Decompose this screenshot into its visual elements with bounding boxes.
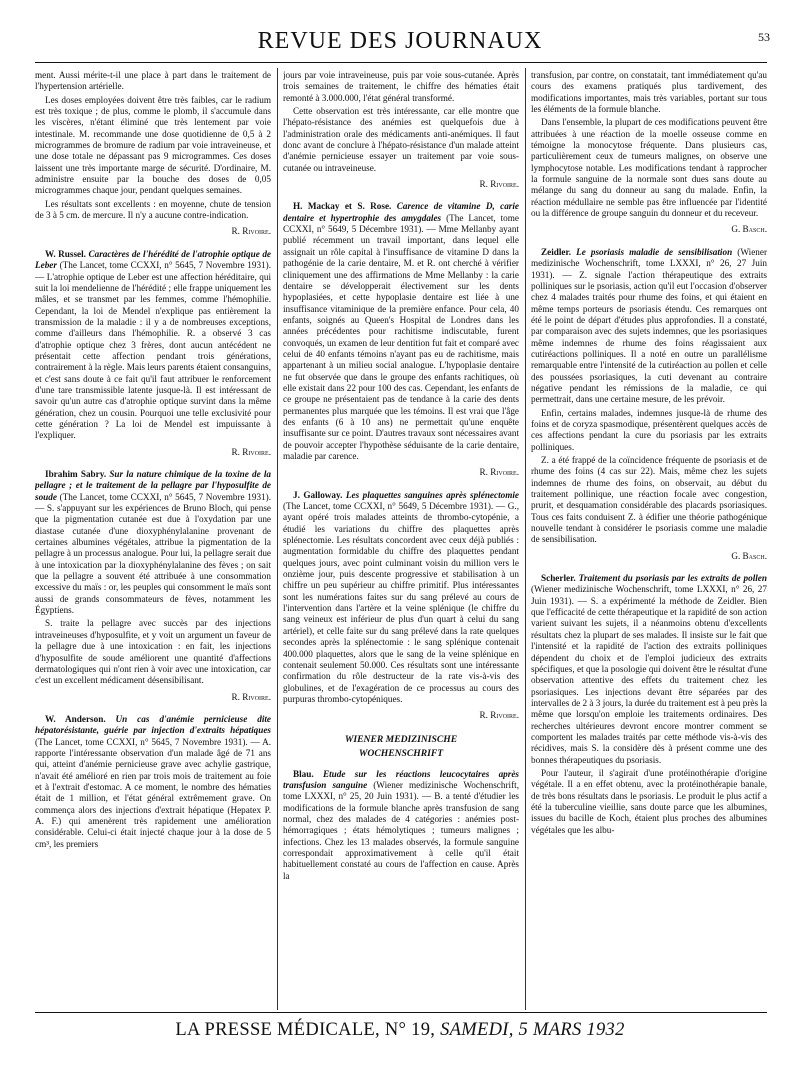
paragraph: jours par voie intraveineuse, puis par voie sous-cutanée. Après trois semaines de traitement, le chiffre des hématies était remonté à 3.000.000, l'état général transformé. bbox=[283, 70, 519, 103]
article-russel bbox=[35, 249, 271, 442]
article-author: Ibrahim Sabry. bbox=[45, 469, 107, 479]
article-signature: R. Rivoire. bbox=[231, 226, 271, 237]
article-reference: (The Lancet, tome CCXXI, n° 5645, 7 Novembre 1931). — bbox=[35, 491, 271, 514]
footer-journal: LA PRESSE MÉDICALE, N° 19, bbox=[175, 1020, 436, 1040]
article-author: J. Galloway. bbox=[293, 489, 343, 500]
article-body: G., ayant opéré trois malades atteints de thrombo-cytopénie, a étudié les variations du chiffre des plaquettes après splénectomie. Les résultats concordent avec ceux déjà publiés : augmentation formidable du chiffre des plaquettes pendant quelques jours, avec point culminant voisin du million vers le onzième jour, puis descente progressive et stabilisation à un chiffre un peu supérieur au chiffre primitif. Plus intéressantes sont les numérations faites sur du sang prélevé au cours de l'intervention dans l'artère et la veine splénique (le chiffre du sang veineux est inférieur de plus d'un quart à celui du sang artériel), et celle faite sur du sang prélevé dans la rate quelques secondes après la splénectomie : le sang splénique contenait 400.000 plaquettes, alors que le sang de la veine splénique en contenait seulement 50.000. Ces résultats sont une intéressante confirmation du rôle destructeur de la rate vis-à-vis des globulines, et de l'exagération de ce processus au cours des purpuras thrombo-cytopéniques. bbox=[283, 501, 519, 704]
section-title-line: WIENER MEDIZINISCHE bbox=[344, 733, 458, 745]
article-reference: (Wiener medizinische Wochenschrift, tome LXXXI, n° 26, 27 Juin 1931). — bbox=[531, 246, 767, 280]
article-body: A. rapporte l'intéressante observation d'un malade âgé de 71 ans qui, atteint d'anémie pernicieuse grave avec achylie gastrique, n'avait été amélioré en rien par trois mois de traitement au foie et à l'extrait d'estomac. A ce moment, le nombre des hématies était de 1 million, et l'état général extrêmement grave. On commença alors des injections d'extrait hépatique (Hepatex P. A. F.) qui amenèrent très rapidement une amélioration considérable. Celui-ci était injecté chaque jour à la dose de 5 cm³, les premiers bbox=[35, 736, 271, 849]
column-divider bbox=[277, 68, 278, 1010]
article-body: S. s'appuyant sur les expériences de Bruno Bloch, qui pense que la pigmentation cutanée est due à l'oxydation par une diastase cutanée d'une dioxyphénylalanine provenant de certaines albumines végétales, attribue la pigmentation de la pellagre à un processus analogue. Pour lui, la pellagre serait due à une intoxication par la dioxyphénylalanine des fèves ; on sait que la pellagre a souvent été attribuée à une consommation excessive du maïs : or, les peuples qui consomment le maïs sont aussi de grands consommateurs de fèves, notamment les Égyptiens. bbox=[35, 503, 271, 616]
article-title: Sur la nature chimique de la toxine de la pellagre ; et le traitement de la pellagre par l'hyposulfite de soude bbox=[35, 469, 271, 502]
article-body: L'atrophie optique de Leber est une affection héréditaire, qui suit la loi mendelienne de l'hérédité ; elle frappe uniquement les mâles, et se transmet par les femmes, comme l'hémophilie. Cependant, la loi de Mendel n'explique pas entièrement la transmission de la maladie : il y a de nombreuses exceptions, comme d'ailleurs dans l'hémophilie. R. a observé 3 cas d'atrophie optique chez 3 frères, dont aucun antécédent ne présentait cette affection pendant trois générations, contrairement à la règle. Mais leurs parents étaient consanguins, et c'est sans doute à ce fait qu'il faut attribuer le renforcement d'une tare transmissible latente jusque-là. Il est intéressant de savoir qu'un autre cas d'atrophie optique survint dans la même génération, chez un cousin. Pourquoi une telle exclusivité pour cette génération ? La loi de Mendel est impuissante à l'expliquer. bbox=[35, 271, 271, 441]
article-reference: (Wiener medizinische Wochenschrift, tome LXXXI, n° 26, 27 Juin 1931). — bbox=[531, 584, 767, 606]
article-title: Carence de vitamine D, carie dentaire et hypertrophie des amygdales bbox=[283, 201, 519, 223]
article-title: Les plaquettes sanguines après splénectomie bbox=[345, 489, 519, 500]
page-number: 53 bbox=[758, 30, 770, 44]
article-reference: (The Lancet, tome CCXXI, n° 5645, 7 Novembre 1931). — bbox=[35, 260, 271, 282]
footer-rule bbox=[35, 1012, 767, 1013]
article-reference: (The Lancet, tome CCXXI, n° 5649, 5 Décembre 1931). — bbox=[283, 212, 519, 235]
paragraph: Pour l'auteur, il s'agirait d'une protéinothérapie d'origine végétale. Il a en effet obtenu, avec la protéinothérapie banale, de très bons résultats dans le psoriasis. Le produit le plus actif a été la tuberculine vieillie, sans doute parce que les albumines, issues du bacille de Koch, étaient plus proches des albumines végétales que les albu- bbox=[531, 767, 767, 835]
article-title: Etude sur les réactions leucocytaires après transfusion sanguine bbox=[283, 768, 519, 790]
paragraph: Cette observation est très intéressante, car elle montre que l'hépato-résistance des anémies est quelquefois due à l'administration orale des médicaments anti-anémiques. Il faut donc avant de conclure à l'hépato-résistance d'un malade atteint d'anémie pernicieuse essayer un traitement par voie sous-cutanée ou intraveineuse. bbox=[283, 106, 519, 173]
article-signature: G. Basch. bbox=[731, 224, 767, 235]
paragraph: transfusion, par contre, on constatait, tant immédiatement qu'au cours des examens pratiqués plus tardivement, des modifications importantes, mais très variables, portant sur tous les éléments de la formule blanche. bbox=[531, 70, 767, 115]
article-reference: (The Lancet, tome CCXXI, n° 5645, 7 Novembre 1931). — bbox=[35, 736, 260, 747]
article-blau bbox=[283, 769, 519, 882]
article-reference: (Wiener medizinische Wochenschrift, tome LXXXI, n° 25, 20 Juin 1931). — bbox=[283, 779, 519, 802]
section-title bbox=[283, 733, 519, 761]
column-1 bbox=[35, 70, 271, 1010]
paragraph: Enfin, certains malades, indemnes jusque-là de rhume des foins et de coryza spasmodique, présentèrent quelques accès de ces affections pendant la cure du psoriasis par les extraits polliniques. bbox=[531, 407, 767, 452]
running-header: REVUE DES JOURNAUX bbox=[257, 28, 543, 54]
header-rule bbox=[35, 62, 767, 63]
paragraph: S. traite la pellagre avec succès par des injections intraveineuses d'hyposulfite, et y voit un argument un faveur de la pellagre due à une intoxication : en fait, les injections d'hyposulfite de soude améliorent une quantité d'affections dermatologiques qui n'ont rien à voir avec une intoxication, car c'est un excellent médicament désensibilisant. bbox=[35, 618, 271, 686]
paragraph: Z. a été frappé de la coïncidence fréquente de psoriasis et de rhume des foins (4 cas sur 22). Mais, même chez les sujets indemnes de rhume des foins, on observait, au début du traitement pollinique, une réaction focale avec congestion, prurit, et desquamation considérable des placards psoriasiques. Tous ces faits conduisent Z. à édifier une théorie pathogénique nouvelle tendant à considérer le psoriasis comme une maladie de sensibilisation. bbox=[531, 455, 767, 545]
article-sabry bbox=[35, 469, 271, 616]
article-signature: G. Basch. bbox=[731, 550, 767, 561]
article-signature: R. Rivoire. bbox=[231, 691, 271, 702]
article-galloway bbox=[283, 490, 519, 706]
article-author: W. Russel. bbox=[45, 248, 86, 259]
article-anderson bbox=[35, 714, 271, 850]
article-author: H. Mackay et S. Rose. bbox=[293, 201, 392, 212]
article-zeidler bbox=[531, 247, 767, 406]
column-divider bbox=[525, 68, 526, 1010]
article-title: Traitement du psoriasis par les extraits de pollen bbox=[578, 573, 767, 584]
article-body: Z. signale l'action thérapeutique des extraits polliniques sur le psoriasis, action qu'il eut l'occasion d'observer chez 4 malades traités pour rhume des foins, et qui étaient en même temps porteurs de psoriasis étendu. Ces remarques ont été le point de départ d'études plus approfondies. Il a constaté, par comparaison avec des sujets indemnes, que les psoriasiques même indemnes de rhume des foins réagissaient aux cutiréactions polliniques. Il a noté en outre un parallélisme remarquable entre l'intensité de la cutiréaction au pollen et celle des poussées psoriasiques, la cuti devenant au contraire négative pendant les rémissions de la maladie, ce qui permettrait, dans une certaine mesure, de les prévoir. bbox=[531, 269, 767, 405]
article-body: S. a expérimenté la méthode de Zeidler. Bien que l'efficacité de cette thérapeutique et la rapidité de son action varient suivant les sujets, il a néanmoins obtenu d'excellents résultats chez la plupart de ses malades. Il insiste sur le fait que l'intensité et la rapidité de l'action des extraits polliniques dépendent du choix et de l'emploi judicieux des extraits spécifiques, et que la posologie qui doivent être le résultat d'une observation attentive des effets du traitement chez les psoriasiques. Les injections devant être séparées par des intervalles de 2 à 3 jours, la durée du traitement est à peu près la même que lorsqu'on emploie les traitements ordinaires. Des recherches ultérieures devront encore montrer comment se comportent les malades traités par cette méthode vis-à-vis des récidives, mais S. la considère dès à présent comme une des bonnes thérapeutiques du psoriasis. bbox=[531, 595, 767, 765]
article-title: Caractères de l'hérédité de l'atrophie optique de Leber bbox=[35, 248, 271, 271]
paragraph: Dans l'ensemble, la plupart de ces modifications peuvent être attribuées à une réaction de la moelle osseuse comme en témoigne la monocytose fréquente. Dans plusieurs cas, particulièrement ceux de tumeurs malignes, on observe une lymphocytose notable. Les modifications tendant à rapprocher la formule sanguine de la normale sont dues sans doute au mélange du sang du donneur au sang du malade. Enfin, la réaction médullaire ne semble pas être influencée par l'identité ou la différence de groupe sanguin du donneur et du receveur. bbox=[531, 117, 767, 219]
article-signature: R. Rivoire. bbox=[479, 710, 519, 721]
paragraph: Les doses employées doivent être très faibles, car le radium est très toxique ; de plus, comme le plomb, il s'accumule dans les viscères, n'étant éliminé que très lentement par voie intestinale. M. recommande une dose quotidienne de 0,5 à 2 microgrammes de bromure de radium par voie intraveineuse, et une dose totale ne dépassant pas 9 microgrammes. Ces doses laissent une très importante marge de sécurité. D'ordinaire, M. administre ensuite par la bouche des doses de 0,05 microgrammes chaque jour, pendant quelques semaines. bbox=[35, 94, 271, 196]
article-title: Un cas d'anémie pernicieuse dite hépatorésistante, guérie par injection d'extraits hépatiques bbox=[35, 713, 271, 736]
article-author: W. Anderson. bbox=[45, 713, 106, 724]
paragraph: ment. Aussi mérite-t-il une place à part dans le traitement de l'hypertension artérielle. bbox=[35, 70, 271, 92]
section-title-line: WOCHENSCHRIFT bbox=[358, 747, 444, 759]
article-author: Blau. bbox=[293, 768, 314, 779]
article-author: Scherler. bbox=[541, 573, 576, 584]
article-mackay-rose bbox=[283, 201, 519, 462]
page-footer bbox=[0, 1020, 800, 1041]
article-reference: (The Lancet, tome CCXXI, n° 5649, 5 Décembre 1931). — bbox=[283, 501, 506, 512]
article-signature: R. Rivoire. bbox=[231, 446, 271, 457]
column-3 bbox=[531, 70, 767, 1010]
article-body: Mme Mellanby ayant publié récemment un travail important, dans lequel elle assignait un rôle capital à l'insuffisance de vitamine D dans la pathogénie de la carie dentaire, M. et R. ont cherché à vérifier cliniquement une des affirmations de Mme Mellanby : la carie dentaire se développerait électivement sur les dents hypoplasiées, et cette hypoplasie dentaire est liée à une insuffisance vitaminique de la première enfance. Pour cela, 40 enfants, soignés au Queen's Hospital de Londres dans les années précédentes pour rachitisme indiscutable, furent convoqués, un examen de leur dentition fut fait et comparé avec celui de 40 enfants témoins n'ayant pas eu de rachitisme, mais appartenant à un milieu social analogue. L'hypoplasie dentaire ne fut observée que dans le groupe des enfants rachitiques, où elle existait dans 22 pour 100 des cas. Cependant, les enfants de ce groupe ne présentaient pas de tendance à la carie des dents permanentes plus marquée que les témoins. Il est vrai que l'âge des enfants (6 à 10 ans) ne permettait qu'une enquête insuffisante sur ce point. D'autres travaux sont nécessaires avant de pouvoir accepter l'hypothèse séduisante de la carie dentaire, maladie par carence. bbox=[283, 224, 519, 461]
article-signature: R. Rivoire. bbox=[479, 179, 519, 190]
article-scherler bbox=[531, 573, 767, 766]
article-body: B. a tenté d'étudier les modifications de la formule blanche après transfusion de sang normal, chez des malades de 4 catégories : anémies post-hémorragiques ; états hémolytiques ; tumeurs malignes ; infections. Chez les 13 malades observés, la formule sanguine correspondait approximativement à celle qu'il était habituellement constaté au cours de l'affection en cause. Après la bbox=[283, 791, 519, 881]
column-2 bbox=[283, 70, 519, 1010]
footer-date: SAMEDI, 5 MARS 1932 bbox=[440, 1020, 625, 1040]
article-title: Le psoriasis maladie de sensibilisation bbox=[576, 246, 733, 257]
paragraph: Les résultats sont excellents : en moyenne, chute de tension de 3 à 5 cm. de mercure. Il n'y a aucune contre-indication. bbox=[35, 198, 271, 221]
article-author: Zeidler. bbox=[541, 246, 572, 257]
article-signature: R. Rivoire. bbox=[479, 467, 519, 478]
